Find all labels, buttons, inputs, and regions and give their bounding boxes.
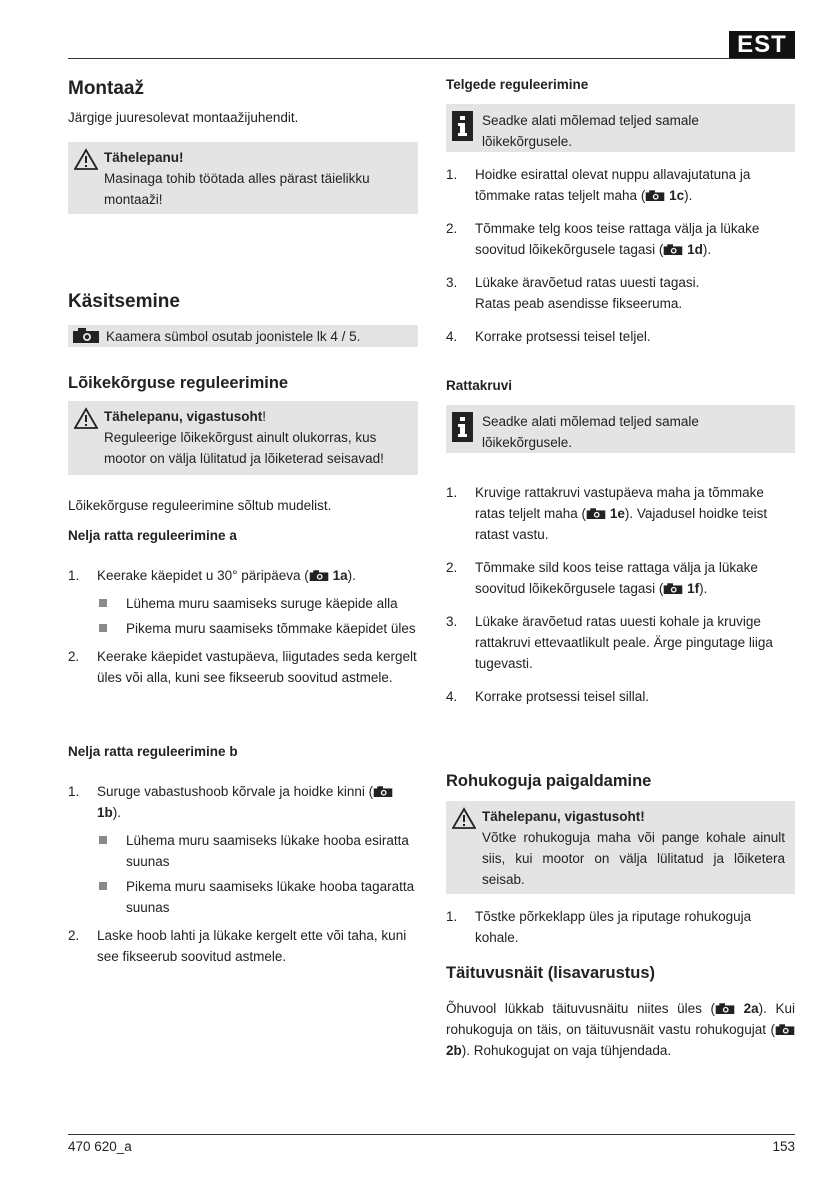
step-text: Laske hoob lahti ja lükake kergelt ette või taha, kuni see fikseerub soovitud astmele. bbox=[97, 928, 407, 964]
camera-icon bbox=[373, 786, 393, 798]
step-number: 1. bbox=[68, 568, 80, 583]
warning-title: Tähelepanu, vigastusoht! bbox=[482, 809, 645, 824]
list-item bbox=[68, 781, 418, 823]
list-item bbox=[68, 565, 418, 586]
step-number: 2. bbox=[446, 560, 458, 575]
camera-note-box bbox=[68, 325, 418, 347]
list-b bbox=[68, 781, 418, 967]
language-badge: EST bbox=[729, 31, 795, 59]
section-title-montaaz: Montaaž bbox=[68, 78, 144, 99]
list-item bbox=[446, 326, 795, 347]
section-title-rohukoguja: Rohukoguja paigaldamine bbox=[446, 772, 652, 790]
step-end: ). Vajadusel hoidke teist ratast vastu. bbox=[475, 506, 768, 542]
camera-icon bbox=[775, 1024, 795, 1036]
list-item bbox=[446, 906, 795, 948]
step-text: Hoidke esirattal olevat nuppu allavajutatuna ja tõmmake ratas teljelt maha ( bbox=[475, 167, 751, 203]
step-number: 4. bbox=[446, 329, 458, 344]
step-text: Tõstke põrkeklapp üles ja riputage rohukoguja kohale. bbox=[475, 909, 752, 945]
list-item bbox=[446, 557, 795, 599]
camera-icon bbox=[645, 190, 665, 202]
montaaz-text: Järgige juuresolevat montaažijuhendit. bbox=[68, 110, 299, 125]
bullet-text: Lühema muru saamiseks lükake hooba esiratta suunas bbox=[126, 833, 409, 869]
camera-icon bbox=[663, 244, 683, 256]
step-number: 3. bbox=[446, 275, 458, 290]
warning-icon bbox=[452, 807, 476, 829]
step-text: Lükake äravõetud ratas uuesti kohale ja kruvige rattakruvi ettevaatlikult peale. Ärge pingutage liiga tugevasti. bbox=[475, 614, 773, 671]
step-end: ). bbox=[684, 188, 693, 203]
step-text: Suruge vabastushoob kõrvale ja hoidke kinni ( bbox=[97, 784, 374, 799]
list-item bbox=[446, 272, 795, 314]
warning-excl: ! bbox=[262, 409, 267, 424]
page-number: 153 bbox=[772, 1139, 795, 1154]
camera-note-text: Kaamera sümbol osutab joonistele lk 4 / 5. bbox=[106, 329, 361, 344]
figure-ref: 1b bbox=[97, 805, 113, 820]
header-rule bbox=[68, 58, 795, 59]
step-end: ). bbox=[112, 805, 122, 820]
figure-ref: 1e bbox=[609, 506, 625, 521]
step-text: Tõmmake sild koos teise rattaga välja ja lükake soovitud lõikekõrgusele tagasi ( bbox=[475, 560, 758, 596]
camera-icon bbox=[309, 570, 329, 582]
warning-icon bbox=[74, 148, 98, 170]
warning-text: Masinaga tohib töötada alles pärast täielikku montaaži! bbox=[104, 171, 370, 207]
step-number: 4. bbox=[446, 689, 458, 704]
section-title-taituvus: Täituvusnäit (lisavarustus) bbox=[446, 964, 656, 982]
warning-box-loikekorgus bbox=[68, 401, 418, 475]
text-part: ). Kui rohukoguja on täis, on täituvusnäit vastu rohukogujat ( bbox=[446, 1001, 795, 1037]
doc-id: 470 620_a bbox=[68, 1139, 132, 1154]
step-text: Korrake protsessi teisel sillal. bbox=[475, 689, 650, 704]
list-item bbox=[446, 686, 795, 707]
figure-ref: 1f bbox=[687, 581, 700, 596]
info-box-rattakruvi bbox=[446, 405, 795, 453]
step-number: 1. bbox=[68, 784, 80, 799]
step-number: 2. bbox=[68, 649, 80, 664]
list-rohukoguja bbox=[446, 906, 795, 948]
figure-ref: 2a bbox=[743, 1001, 759, 1016]
step-text: Tõmmake telg koos teise rattaga välja ja lükake soovitud lõikekõrgusele tagasi ( bbox=[475, 221, 760, 257]
step-text: Keerake käepidet u 30° päripäeva ( bbox=[97, 568, 309, 583]
figure-ref: 1c bbox=[669, 188, 685, 203]
step-text: Ratas peab asendisse fikseeruma. bbox=[475, 296, 683, 311]
taituvus-text bbox=[446, 998, 795, 1061]
text-part: Õhuvool lükkab täituvusnäitu niites üles ( bbox=[446, 1001, 715, 1016]
camera-icon bbox=[72, 328, 100, 344]
info-text: Seadke alati mõlemad teljed samale lõikekõrgusele. bbox=[482, 414, 699, 450]
list-item bbox=[446, 482, 795, 545]
step-number: 3. bbox=[446, 614, 458, 629]
bullet-text: Pikema muru saamiseks lükake hooba tagaratta suunas bbox=[126, 879, 415, 915]
list-item bbox=[446, 611, 795, 674]
list-item bbox=[68, 876, 418, 918]
step-number: 1. bbox=[446, 485, 458, 500]
info-icon bbox=[452, 412, 473, 442]
figure-ref: 1d bbox=[687, 242, 703, 257]
info-text: Seadke alati mõlemad teljed samale lõikekõrgusele. bbox=[482, 113, 699, 149]
step-text: Lükake äravõetud ratas uuesti tagasi. bbox=[475, 275, 700, 290]
list-item bbox=[446, 164, 795, 206]
list-item bbox=[68, 646, 418, 688]
list-rattakruvi bbox=[446, 482, 795, 707]
figure-ref: 2b bbox=[446, 1043, 462, 1058]
step-end: ). bbox=[347, 568, 356, 583]
section-title-loikekorgus: Lõikekõrguse reguleerimine bbox=[68, 374, 289, 392]
warning-text: Võtke rohukoguja maha või pange kohale ainult siis, kui mootor on välja lülitatud ja lõiketera seisab. bbox=[482, 830, 785, 887]
list-item bbox=[68, 925, 418, 967]
list-item bbox=[446, 218, 795, 260]
step-number: 1. bbox=[446, 167, 458, 182]
info-icon bbox=[452, 111, 473, 141]
footer-rule bbox=[68, 1134, 795, 1135]
subtitle-b: Nelja ratta reguleerimine b bbox=[68, 744, 238, 759]
loikekorgus-intro: Lõikekõrguse reguleerimine sõltub mudelist. bbox=[68, 498, 332, 513]
step-end: ). bbox=[699, 581, 708, 596]
step-end: ). bbox=[702, 242, 712, 257]
list-item bbox=[68, 593, 418, 614]
step-text: Kruvige rattakruvi vastupäeva maha ja tõmmake ratas teljelt maha ( bbox=[475, 485, 764, 521]
warning-box-rohukoguja bbox=[446, 801, 795, 894]
info-box-telgede bbox=[446, 104, 795, 152]
list-item bbox=[68, 830, 418, 872]
section-title-kasitsemine: Käsitsemine bbox=[68, 291, 180, 312]
warning-text: Reguleerige lõikekõrgust ainult olukorras, kus mootor on välja lülitatud ja lõiketerad seisavad! bbox=[104, 430, 384, 466]
warning-title: Tähelepanu, vigastusoht bbox=[104, 409, 263, 424]
warning-box-montaaz bbox=[68, 142, 418, 214]
camera-icon bbox=[715, 1003, 735, 1015]
step-text: Keerake käepidet vastupäeva, liigutades seda kergelt üles või alla, kuni see fikseerub soovitud astmele. bbox=[97, 649, 417, 685]
section-title-telgede: Telgede reguleerimine bbox=[446, 77, 589, 92]
list-item bbox=[68, 618, 418, 639]
warning-icon bbox=[74, 407, 98, 429]
camera-icon bbox=[663, 583, 683, 595]
step-number: 2. bbox=[68, 928, 80, 943]
step-number: 1. bbox=[446, 909, 458, 924]
camera-icon bbox=[586, 508, 606, 520]
subtitle-a: Nelja ratta reguleerimine a bbox=[68, 528, 237, 543]
list-a bbox=[68, 565, 418, 688]
section-title-rattakruvi: Rattakruvi bbox=[446, 378, 513, 393]
bullet-text: Pikema muru saamiseks tõmmake käepidet üles bbox=[126, 621, 416, 636]
bullet-text: Lühema muru saamiseks suruge käepide alla bbox=[126, 596, 398, 611]
step-text: Korrake protsessi teisel teljel. bbox=[475, 329, 651, 344]
text-part: ). Rohukogujat on vaja tühjendada. bbox=[461, 1043, 672, 1058]
figure-ref: 1a bbox=[332, 568, 348, 583]
list-telgede bbox=[446, 164, 795, 347]
step-number: 2. bbox=[446, 221, 458, 236]
warning-title: Tähelepanu! bbox=[104, 150, 184, 165]
